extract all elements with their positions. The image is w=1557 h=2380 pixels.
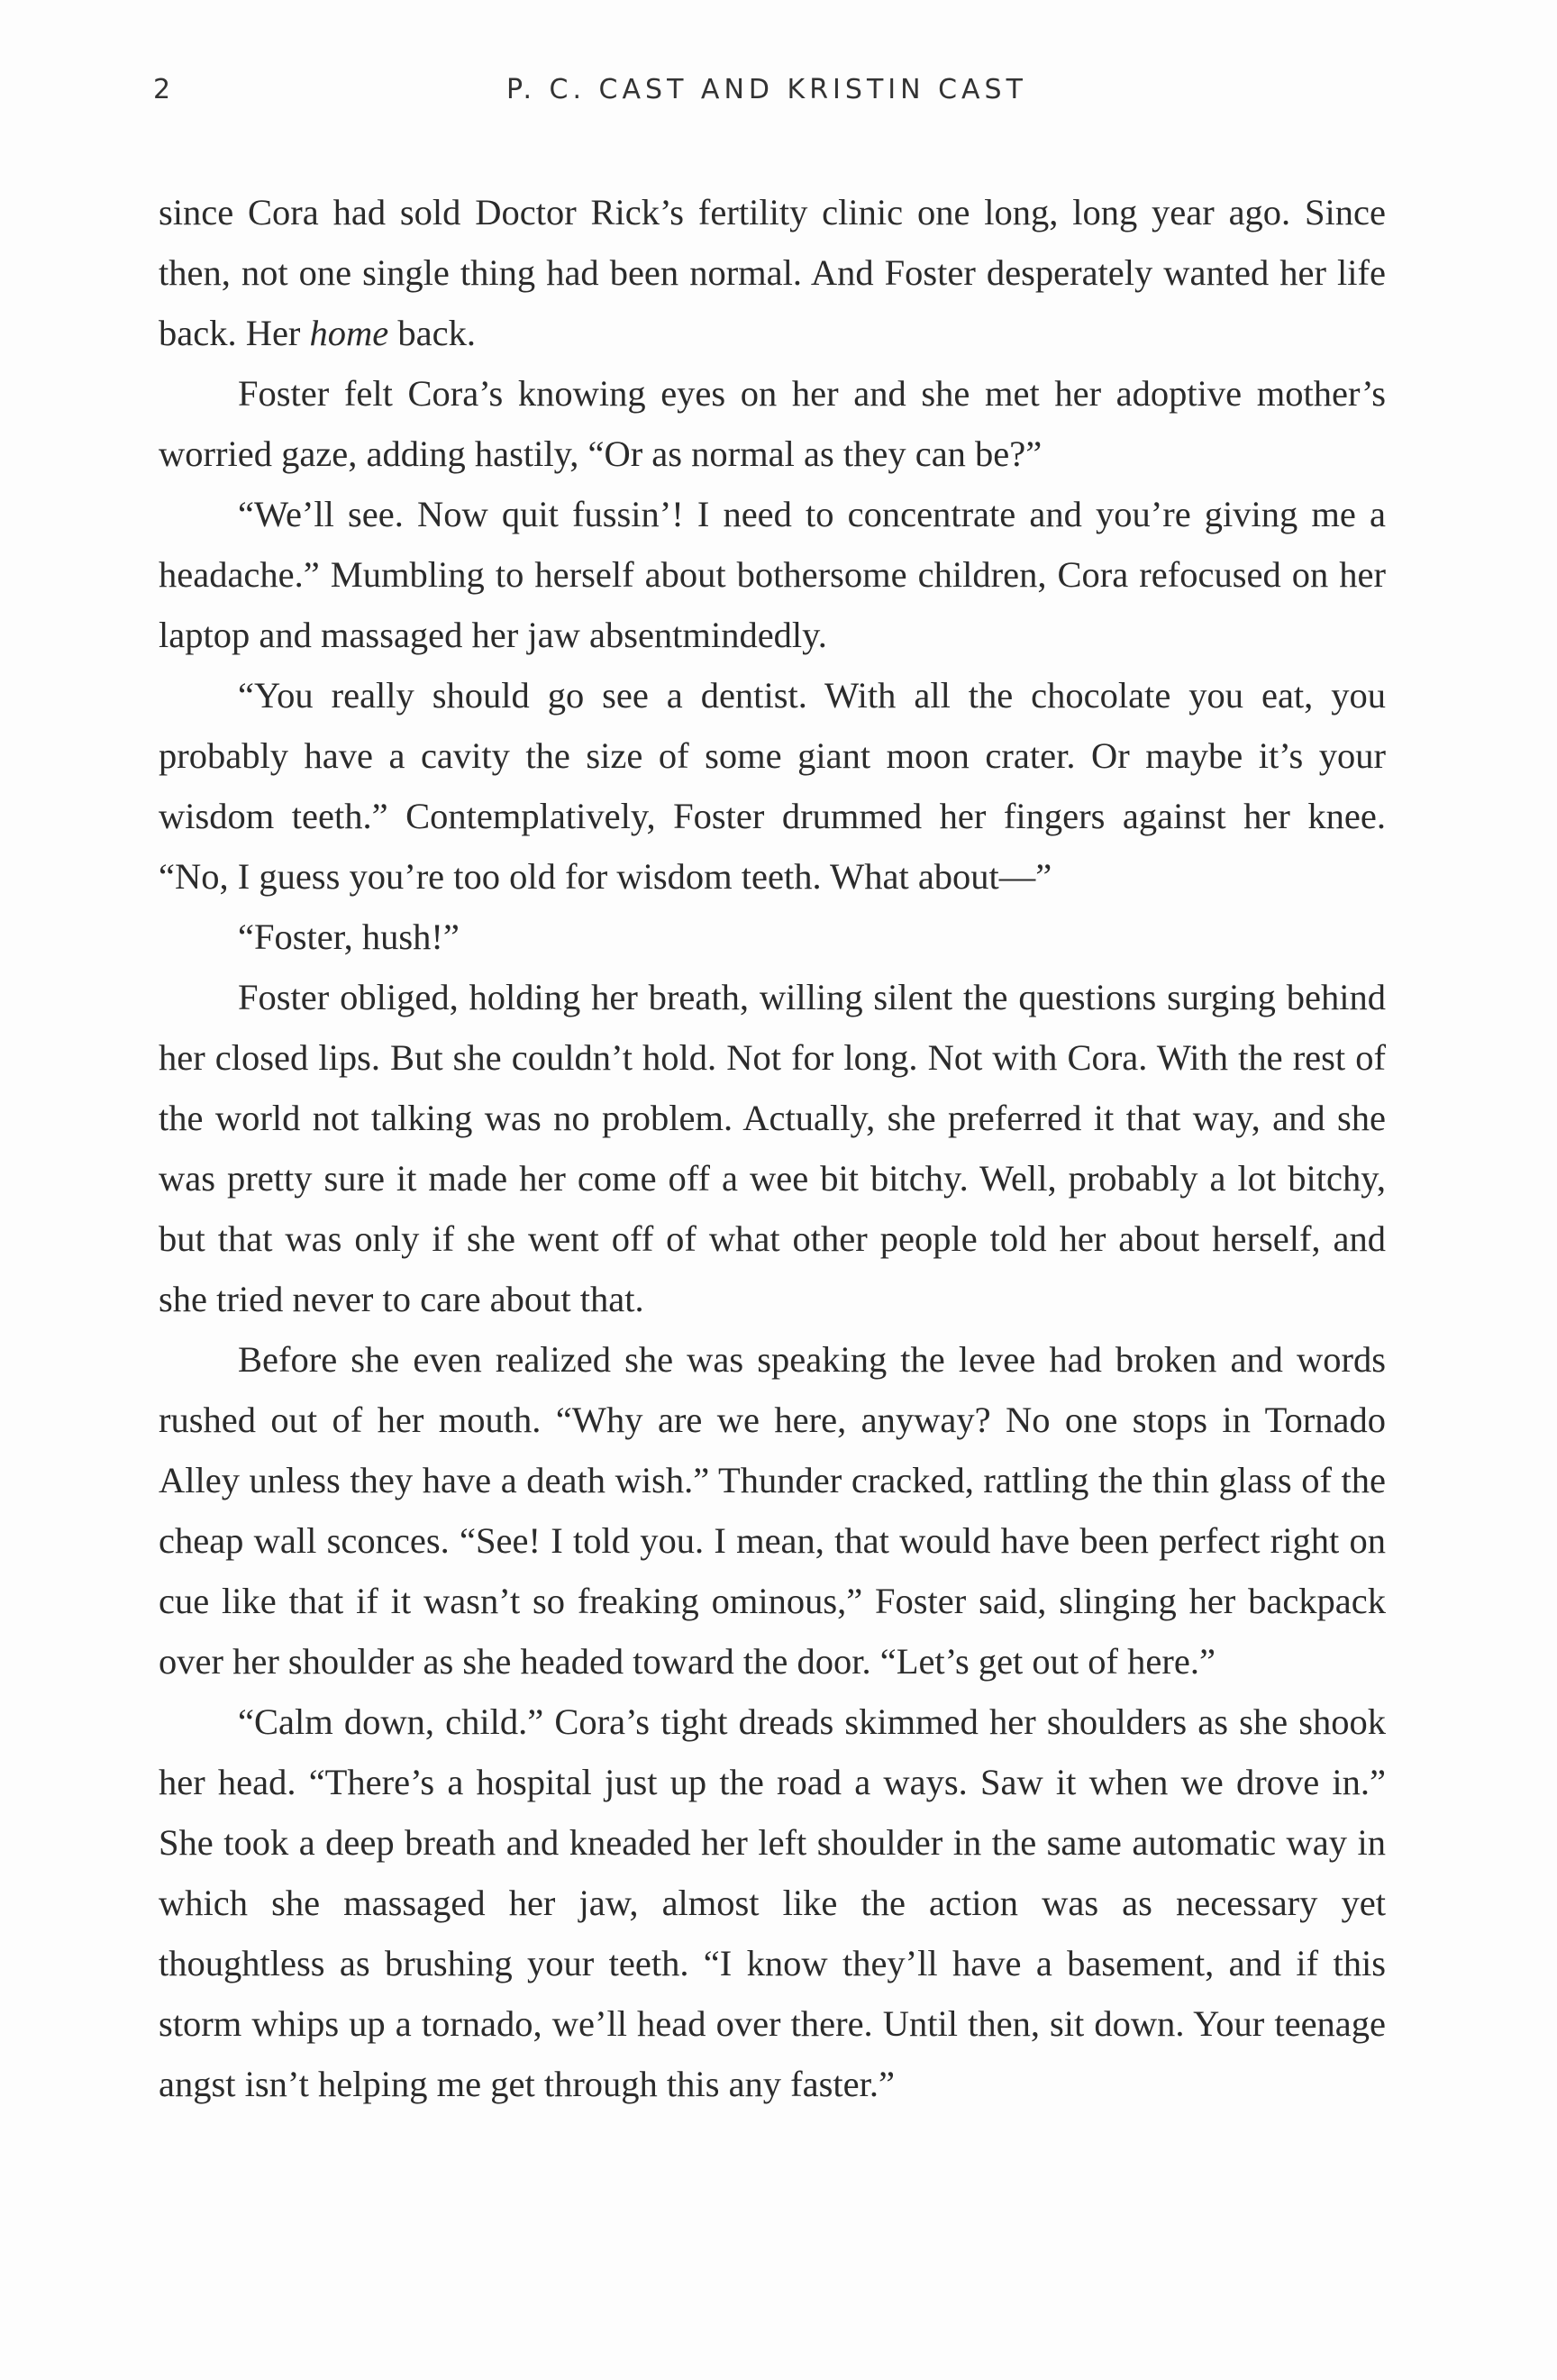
paragraph: “We’ll see. Now quit fussin’! I need to concentrate and you’re giving me a headache.” Mumbling to herself about bothersome children, Cora refocused on her laptop and massaged her jaw absentmindedly.: [159, 494, 1386, 655]
paragraph: “You really should go see a dentist. With all the chocolate you eat, you probably have a cavity the size of some giant moon crater. Or maybe it’s your wisdom teeth.” Contemplatively, Foster drummed her fingers against her knee. “No, I guess you’re too old for wisdom teeth. What about—”: [159, 675, 1386, 897]
book-authors: P. C. CAST AND KRISTIN CAST: [506, 74, 1027, 105]
body-text: [159, 182, 1386, 2114]
paragraph: Before she even realized she was speaking the levee had broken and words rushed out of her mouth. “Why are we here, anyway? No one stops in Tornado Alley unless they have a death wish.” Thunder cracked, rattling the thin glass of the cheap wall sconces. “See! I told you. I mean, that would have been perfect right on cue like that if it wasn’t so freaking ominous,” Foster said, slinging her backpack over her shoulder as she headed toward the door. “Let’s get out of here.”: [159, 1339, 1386, 1682]
paragraph: [159, 182, 1386, 363]
paragraph: “Calm down, child.” Cora’s tight dreads skimmed her shoulders as she shook her head. “There’s a hospital just up the road a ways. Saw it when we drove in.” She took a deep breath and kneaded her left shoulder in the same automatic way in which she massaged her jaw, almost like the action was as necessary yet thoughtless as brushing your teeth. “I know they’ll have a basement, and if this storm whips up a tornado, we’ll head over there. Until then, sit down. Your teenage angst isn’t helping me get through this any faster.”: [159, 1701, 1386, 2104]
paragraph: “Foster, hush!”: [238, 916, 460, 957]
page-number: 2: [153, 74, 176, 105]
paragraph-text: since Cora had sold Doctor Rick’s fertility clinic one long, long year ago. Since then, not one single thing had been normal. And Foster desperately wanted her life back. Her: [159, 192, 1386, 353]
paragraph: Foster felt Cora’s knowing eyes on her and she met her adoptive mother’s worried gaze, adding hastily, “Or as normal as they can be?”: [159, 373, 1386, 474]
paragraph: Foster obliged, holding her breath, willing silent the questions surging behind her closed lips. But she couldn’t hold. Not for long. Not with Cora. With the rest of the world not talking was no problem. Actually, she preferred it that way, and she was pretty sure it made her come off a wee bit bitchy. Well, probably a lot bitchy, but that was only if she went off of what other people told her about herself, and she tried never to care about that.: [159, 977, 1386, 1319]
paragraph-text: back.: [388, 313, 476, 353]
running-head: [153, 74, 1380, 119]
emphasized-word: home: [309, 313, 389, 353]
